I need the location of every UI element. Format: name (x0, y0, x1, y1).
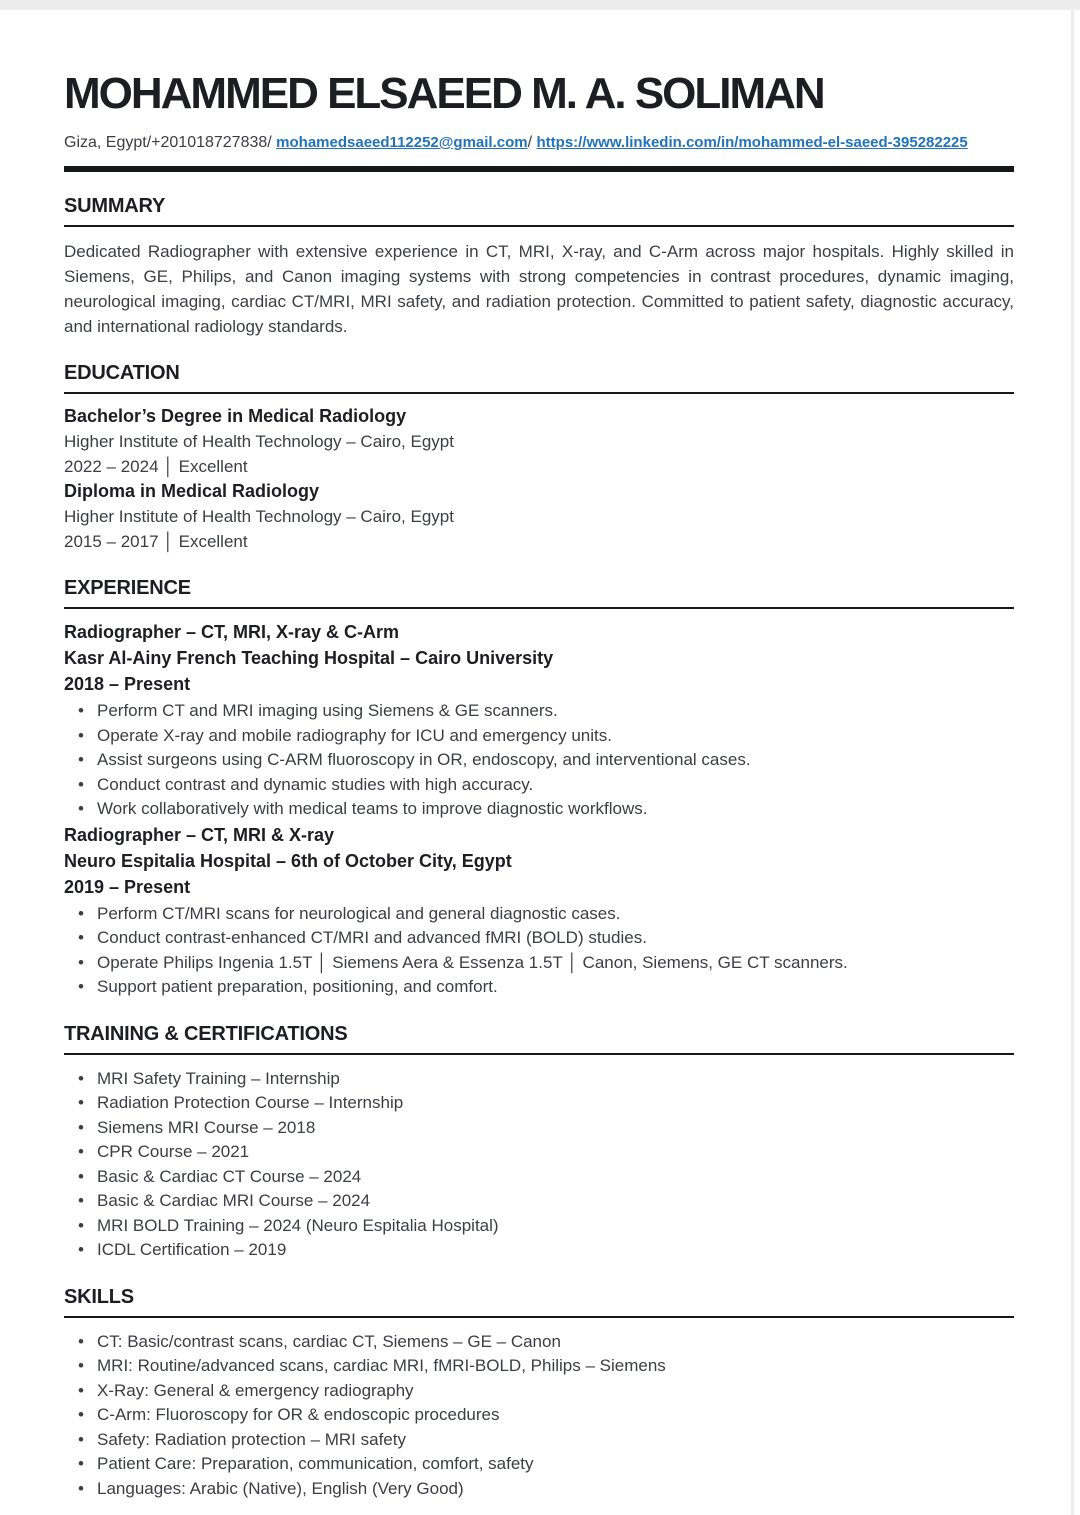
training-item: • ICDL Certification – 2019 (64, 1238, 1014, 1263)
skill-item: • Patient Care: Preparation, communication, comfort, safety (64, 1452, 1014, 1477)
job-employer: Neuro Espitalia Hospital – 6th of October City, Egypt (64, 850, 512, 871)
job-title: Radiographer – CT, MRI, X-ray & C-Arm (64, 622, 400, 642)
experience-heading: EXPERIENCE (64, 576, 1014, 609)
job-bullet: • Operate X-ray and mobile radiography for ICU and emergency units. (64, 724, 1014, 749)
degree-title: Diploma in Medical Radiology (64, 481, 320, 501)
job-title: Radiographer – CT, MRI & X-ray (64, 824, 335, 845)
contact-line (64, 132, 1014, 154)
email-link[interactable]: mohamedsaeed112252@gmail.com (276, 134, 528, 151)
job-bullet: • Perform CT/MRI scans for neurological and general diagnostic cases. (64, 902, 1014, 927)
training-item: • CPR Course – 2021 (64, 1140, 1014, 1165)
experience-jobs (64, 619, 1014, 1000)
education-heading: EDUCATION (64, 361, 1014, 394)
job-bullet: • Assist surgeons using C-ARM fluoroscopy in OR, endoscopy, and interventional cases. (64, 748, 1014, 773)
degree-title: Bachelor’s Degree in Medical Radiology (64, 406, 407, 426)
skill-item: • Languages: Arabic (Native), English (Very Good) (64, 1477, 1014, 1502)
job-bullet-list (64, 699, 1014, 822)
section-experience (64, 576, 1014, 1000)
section-skills (64, 1285, 1014, 1502)
candidate-name: MOHAMMED ELSAEED M. A. SOLIMAN (64, 69, 824, 118)
job-employer: Kasr Al-Ainy French Teaching Hospital – Cairo University (64, 648, 554, 668)
job-bullet: • Work collaboratively with medical teams to improve diagnostic workflows. (64, 797, 1014, 822)
job-bullet: • Perform CT and MRI imaging using Siemens & GE scanners. (64, 699, 1014, 724)
experience-job-1 (64, 619, 1014, 822)
training-heading: TRAINING & CERTIFICATIONS (64, 1022, 1014, 1055)
skill-item: • MRI: Routine/advanced scans, cardiac MRI, fMRI-BOLD, Philips – Siemens (64, 1354, 1014, 1379)
job-dates: 2018 – Present (64, 674, 191, 694)
linkedin-link[interactable]: https://www.linkedin.com/in/mohammed-el-saeed-395282225 (536, 134, 968, 151)
summary-heading: SUMMARY (64, 194, 1014, 227)
education-item (64, 479, 1014, 554)
skills-heading: SKILLS (64, 1285, 1014, 1318)
training-item: • Basic & Cardiac MRI Course – 2024 (64, 1189, 1014, 1214)
job-bullet: • Conduct contrast and dynamic studies with high accuracy. (64, 773, 1014, 798)
education-dates: 2022 – 2024 │ Excellent (64, 457, 248, 476)
contact-separator: / (527, 134, 533, 151)
header-divider (64, 166, 1014, 172)
section-education (64, 361, 1014, 554)
skill-item: • CT: Basic/contrast scans, cardiac CT, Siemens – GE – Canon (64, 1330, 1014, 1355)
summary-text: Dedicated Radiographer with extensive experience in CT, MRI, X-ray, and C-Arm across major hospitals. Highly skilled in Siemens, GE, Philips, and Canon imaging systems with strong competencies in contrast procedures, dynamic imaging, neurological imaging, cardiac CT/MRI, MRI safety, and radiation protection. Committed to patient safety, diagnostic accuracy, and international radiology standards. (64, 242, 1014, 336)
section-training-certifications (64, 1022, 1014, 1263)
skills-list (64, 1330, 1014, 1502)
job-bullet: • Conduct contrast-enhanced CT/MRI and advanced fMRI (BOLD) studies. (64, 926, 1014, 951)
skill-item: • Safety: Radiation protection – MRI safety (64, 1428, 1014, 1453)
job-bullet-list (64, 902, 1014, 1000)
section-summary (64, 194, 1014, 339)
education-dates: 2015 – 2017 │ Excellent (64, 532, 248, 551)
education-list (64, 404, 1014, 554)
training-item: • Siemens MRI Course – 2018 (64, 1116, 1014, 1141)
education-item (64, 404, 1014, 479)
training-item: • Basic & Cardiac CT Course – 2024 (64, 1165, 1014, 1190)
training-list (64, 1067, 1014, 1263)
school-name: Higher Institute of Health Technology – Cairo, Egypt (64, 507, 454, 526)
training-item: • MRI Safety Training – Internship (64, 1067, 1014, 1092)
skill-item: • X-Ray: General & emergency radiography (64, 1379, 1014, 1404)
contact-location-phone: Giza, Egypt/+201018727838/ (64, 134, 272, 151)
resume-page (0, 10, 1080, 1501)
experience-job-2 (64, 822, 1014, 1000)
training-item: • MRI BOLD Training – 2024 (Neuro Espitalia Hospital) (64, 1214, 1014, 1239)
skill-item: • C-Arm: Fluoroscopy for OR & endoscopic procedures (64, 1403, 1014, 1428)
job-dates: 2019 – Present (64, 876, 191, 897)
training-item: • Radiation Protection Course – Internship (64, 1091, 1014, 1116)
job-bullet: • Support patient preparation, positioning, and comfort. (64, 975, 1014, 1000)
job-bullet: • Operate Philips Ingenia 1.5T │ Siemens Aera & Essenza 1.5T │ Canon, Siemens, GE CT scanners. (64, 951, 1014, 976)
page-top-edge (0, 0, 1080, 10)
school-name: Higher Institute of Health Technology – Cairo, Egypt (64, 432, 454, 451)
